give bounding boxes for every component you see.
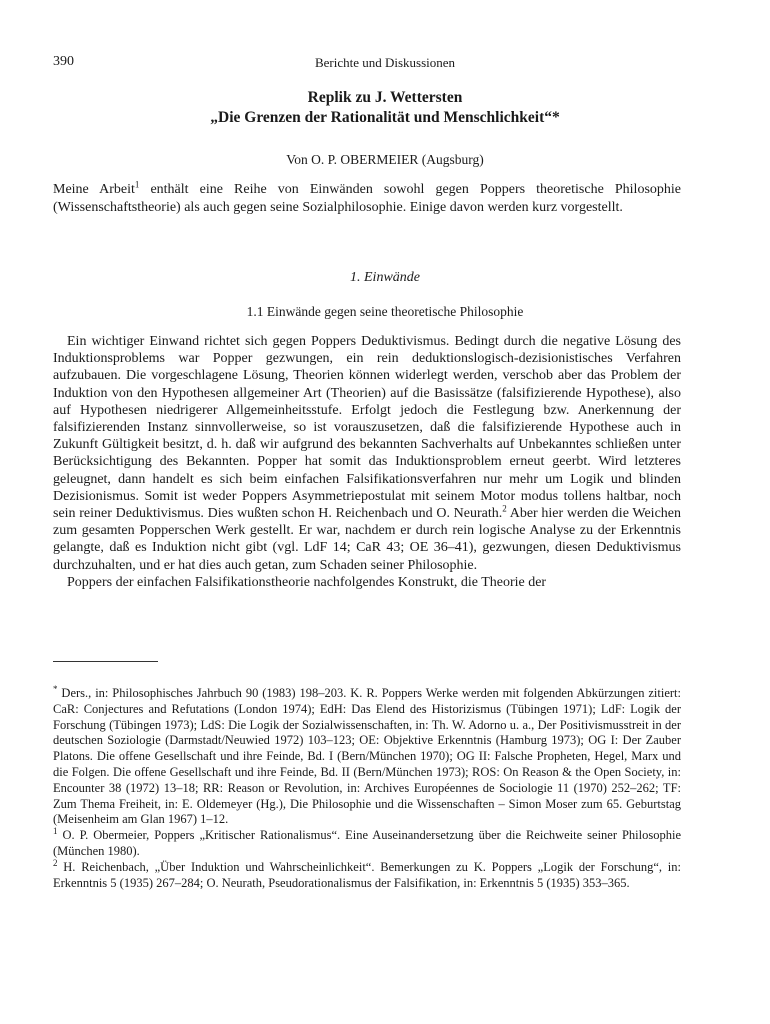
intro-text-end: enthält eine Reihe von Einwänden sowohl gegen Poppers theoretische Philosophie (Wissenschaftstheorie) als auch gegen seine Sozialphilosophie. Einige davon werden kurz vorgestellt.: [53, 182, 681, 215]
body-paragraph-1-start: Ein wichtiger Einwand richtet sich gegen Poppers Deduktivismus. Bedingt durch die negative Lösung des Induktionsproblems war Popper gezwungen, ein rein deduktionslogisch-dezisionistisches Verfahren aufzubauen. Die vorgeschlagene Lösung, Theorien können widerlegt werden, verschob aber das Problem der Induktion von den Hypothesen allgemeiner Art (Theorien) auf die Basissätze (falsifizierende Hypothese), also auf Hypothesen niedrigerer Allgemeinheitsstufe. Erfolgt jedoch die Festlegung bzw. Anerkennung der falsifizierenden Instanz sinnvollerweise, so ist vorauszusetzen, daß die falsifizierende Hypothese auch in Zukunft Gültigkeit besitzt, d. h. daß wir aufgrund des bekannten Sachverhalts auf Unbekanntes schließen unter Berücksichtigung des Bekannten. Popper hat somit das Induktionsproblem erneut geerbt. Wird letzteres geleugnet, dann handelt es sich beim einfachen Falsifikationsverfahren nur mehr um Logik und blinden Dezisionismus. Somit ist weder Poppers Asymmetriepostulat mit seinem Motor modus tollens haltbar, noch sein reiner Deduktivismus. Dies wußten schon H. Reichenbach und O. Neurath.: [53, 334, 681, 522]
article-title-line-2: „Die Grenzen der Rationalität und Menschlichkeit“*: [210, 109, 560, 126]
footnote-divider: [53, 661, 158, 662]
body-paragraph-2: Poppers der einfachen Falsifikationstheorie nachfolgendes Konstrukt, die Theorie der: [67, 574, 547, 590]
footnotes: [53, 683, 681, 891]
article-title-line-1: Replik zu J. Wettersten: [307, 89, 463, 106]
footnote-ref-2: 2: [502, 503, 507, 514]
intro-text-start: Meine Arbeit: [53, 182, 135, 197]
body-paragraph-1-end: Aber hier werden die Weichen zum gesamten Popperschen Werk gestellt. Er war, nachdem er durch rein logische Analyse zu der Erkenntnis gelangte, daß es Induktion nicht gibt (vgl. LdF 14; CaR 43; OE 36–41), gezwungen, diesen Deduktivismus durchzuhalten, und er hat dies auch getan, zum Schaden seiner Philosophie.: [53, 506, 681, 573]
subsection-heading: 1.1 Einwände gegen seine theoretische Philosophie: [246, 304, 524, 319]
author-line: Von O. P. OBERMEIER (Augsburg): [286, 152, 484, 167]
running-head: Berichte und Diskussionen: [314, 55, 456, 70]
footnote-star: [53, 683, 681, 828]
section-heading: 1. Einwände: [350, 270, 420, 285]
footnote-mark: 1: [53, 826, 58, 837]
page-number: 390: [53, 54, 74, 69]
footnote-mark: *: [53, 683, 58, 694]
footnote-ref-1: 1: [134, 179, 140, 190]
body-paragraph-1: [53, 333, 681, 574]
footnote-text: Ders., in: Philosophisches Jahrbuch 90 (1983) 198–203. K. R. Poppers Werke werden mit folgenden Abkürzungen zitiert: CaR: Conjectures and Refutations (London 1974); EdH: Das Elend des Historizismus (Tübingen 1971); LdF: Logik der Forschung (Tübingen 1973); LdS: Die Logik der Sozialwissenschaften, in: Th. W. Adorno u. a., Der Positivismusstreit in der deutschen Soziologie (Darmstadt/Neuwied 1972) 103–123; OE: Objektive Erkenntnis (Hamburg 1973); OG I: Der Zauber Platons. Die offene Gesellschaft und ihre Feinde, Bd. I (Bern/München 1970); OG II: Falsche Propheten, Hegel, Marx und die Folgen. Die offene Gesellschaft und ihre Feinde, Bd. II (Bern/München 1973); ROS: On Reason & the Open Society, in: Encounter 38 (1972) 13–18; RR: Reason or Revolution, in: Archives Européennes de Sociologie 11 (1970) 252–262; TF: Zum Thema Freiheit, in: E. Oldemeyer (Hg.), Die Philosophie und die Wissenschaften – Simon Moser zum 65. Geburtstag (Meisenheim am Glan 1967) 1–12.: [53, 686, 681, 827]
footnote-mark: 2: [53, 857, 58, 868]
body-text: [53, 333, 681, 591]
footnote-text: H. Reichenbach, „Über Induktion und Wahrscheinlichkeit“. Bemerkungen zu K. Poppers „Logik der Forschung“, in: Erkenntnis 5 (1935) 267–284; O. Neurath, Pseudorationalismus der Falsifikation, in: Erkenntnis 5 (1935) 353–365.: [53, 859, 681, 890]
footnote-text: O. P. Obermeier, Poppers „Kritischer Rationalismus“. Eine Auseinandersetzung über die Reichweite seiner Philosophie (München 1980).: [53, 828, 681, 858]
intro-paragraph: [53, 181, 681, 216]
footnote-1: [53, 828, 681, 860]
footnote-2: [53, 857, 681, 892]
